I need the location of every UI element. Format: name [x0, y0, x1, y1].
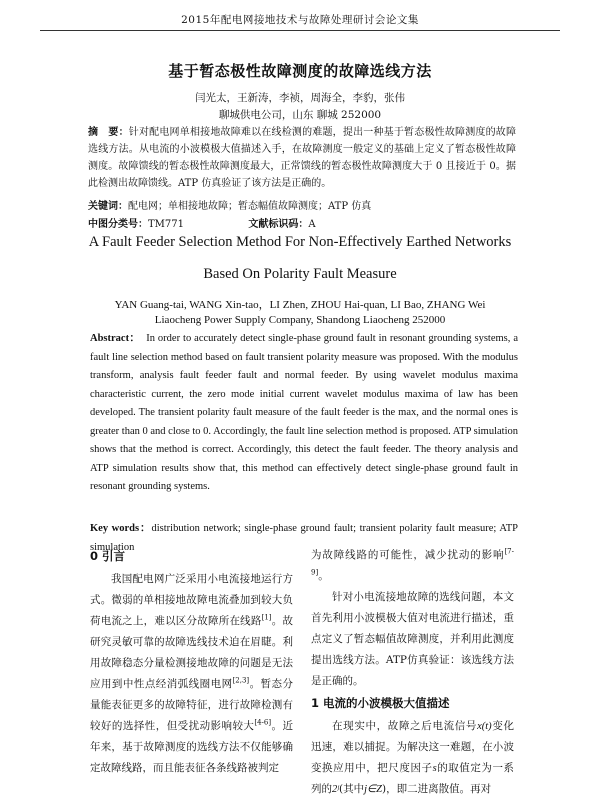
chinese-keywords	[88, 197, 371, 212]
citation: [2,3]	[232, 676, 250, 685]
citation: [4-6]	[254, 718, 272, 727]
chinese-affiliation: 聊城供电公司，山东 聊城 252000	[218, 109, 382, 121]
doc-code: A	[308, 219, 316, 230]
math-j-in-z: j∈Z	[364, 784, 382, 795]
english-abstract	[90, 330, 518, 497]
chinese-keywords-text: 配电网；单相接地故障；暂态幅值故障测度；ATP 仿真	[128, 201, 372, 212]
math-xt: x(t)	[477, 721, 492, 732]
math-2j: 2ʲ	[332, 784, 339, 795]
chinese-keywords-label: 关键词：	[88, 201, 128, 212]
english-affiliation: Liaocheng Power Supply Company, Shandong Liaocheng 252000	[154, 314, 446, 326]
english-title-line-2: Based On Polarity Fault Measure	[203, 266, 397, 282]
section-1-paragraph-1: 在现实中，故障之后电流信号x(t)变化迅速，难以捕捉。为解决这一难题，在小波变换应用中，把尺度因子s的取值定为一系列的2ʲ(其中j∈Z)，即二进离散值。再对	[311, 720, 515, 795]
chinese-abstract-label: 摘 要：	[88, 127, 129, 138]
english-keywords-label: Key words：	[90, 523, 152, 534]
citation: [1]	[261, 613, 272, 622]
section-0-paragraph-1: 我国配电网广泛采用小电流接地运行方式。微弱的单相接地故障电流叠加到较大负荷电流之上，难以区分故障所在线路[1]。故研究灵敏可靠的故障选线技术迫在眉睫。利用故障稳态分量检测接地故障的问题是无法应用到中性点经消弧线圈电网[2,3]。暂态分量能表征更多的故障特征，进行故障检测有较好的选择性，但受扰动影响较大[4-6]。近年来，基于故障测度的选线方法不仅能够确定故障线路，而且能表征各条线路被判定	[90, 573, 294, 774]
class-number: TM771	[148, 219, 184, 230]
continued-text: 为故障线路的可能性，减少扰动的影响	[311, 549, 505, 561]
english-abstract-text: In order to accurately detect single-phase ground fault in resonant grounding systems, a fault line selection method based on fault transient polarity measure was proposed. With the modulus transform, analysis fault feeder fault and normal feeder. By using wavelet modulus maxima characteristic current, the zero mode initial current wavelet modulus maxima of law has been developed. The transient polarity fault measure of the fault feeder is the max, and the normal ones is greater than 0 and close to 0. Accordingly, the fault line selection method is proposed. ATP simulation shows that the method is correct. Accordingly, this detect the fault feeder. The theory analysis and ATP simulation results show that, this method can effectively detect single-phase ground fault in resonant grounding systems.	[90, 333, 518, 492]
chinese-abstract	[88, 124, 516, 192]
chinese-authors: 闫光太，王新涛，李祯，周海全，李豹，张伟	[195, 92, 405, 104]
section-0-paragraph-2: 针对小电流接地故障的选线问题，本文首先利用小波模极大值对电流进行描述，重点定义了暂态幅值故障测度，并利用此测度提出选线方法。ATP仿真验证：该选线方法是正确的。	[311, 591, 514, 687]
section-1-heading: 1 电流的小波模极大值描述	[311, 696, 450, 710]
classification-row	[88, 215, 316, 230]
right-column	[311, 545, 514, 800]
class-number-label: 中图分类号：	[88, 219, 148, 230]
chinese-abstract-text: 针对配电网单相接地故障难以在线检测的难题，提出一种基于暂态极性故障测度的故障选线方法。从电流的小波模极大值描述入手，在故障测度一般定义的基础上定义了暂态极性故障测度。故障馈线的暂态极性故障测度最大，正常馈线的暂态极性故障测度大于 0 且接近于 0。据此检测出故障馈线。ATP 仿真验证了该方法是正确的。	[88, 127, 517, 189]
left-column	[90, 545, 293, 779]
chinese-title: 基于暂态极性故障测度的故障选线方法	[168, 62, 432, 80]
section-0-heading: 0 引言	[90, 549, 126, 563]
english-keywords-text: distribution network; single-phase ground fault; transient polarity fault measure; ATP simulation	[90, 523, 518, 553]
english-title-line-1: A Fault Feeder Selection Method For Non-Effectively Earthed Networks	[88, 234, 512, 250]
english-abstract-label: Abstract：	[90, 333, 141, 344]
running-header: 2015年配电网接地技术与故障处理研讨会论文集	[40, 12, 560, 31]
doc-code-label: 文献标识码：	[248, 219, 309, 230]
math-s: s	[432, 763, 437, 774]
section-0-paragraph-1-continued: 为故障线路的可能性，减少扰动的影响[7-9]。	[311, 547, 514, 582]
citation: [7-9]	[311, 547, 514, 577]
english-authors: YAN Guang-tai, WANG Xin-tao，LI Zhen, ZHOU Hai-quan, LI Bao, ZHANG Wei	[114, 299, 486, 311]
